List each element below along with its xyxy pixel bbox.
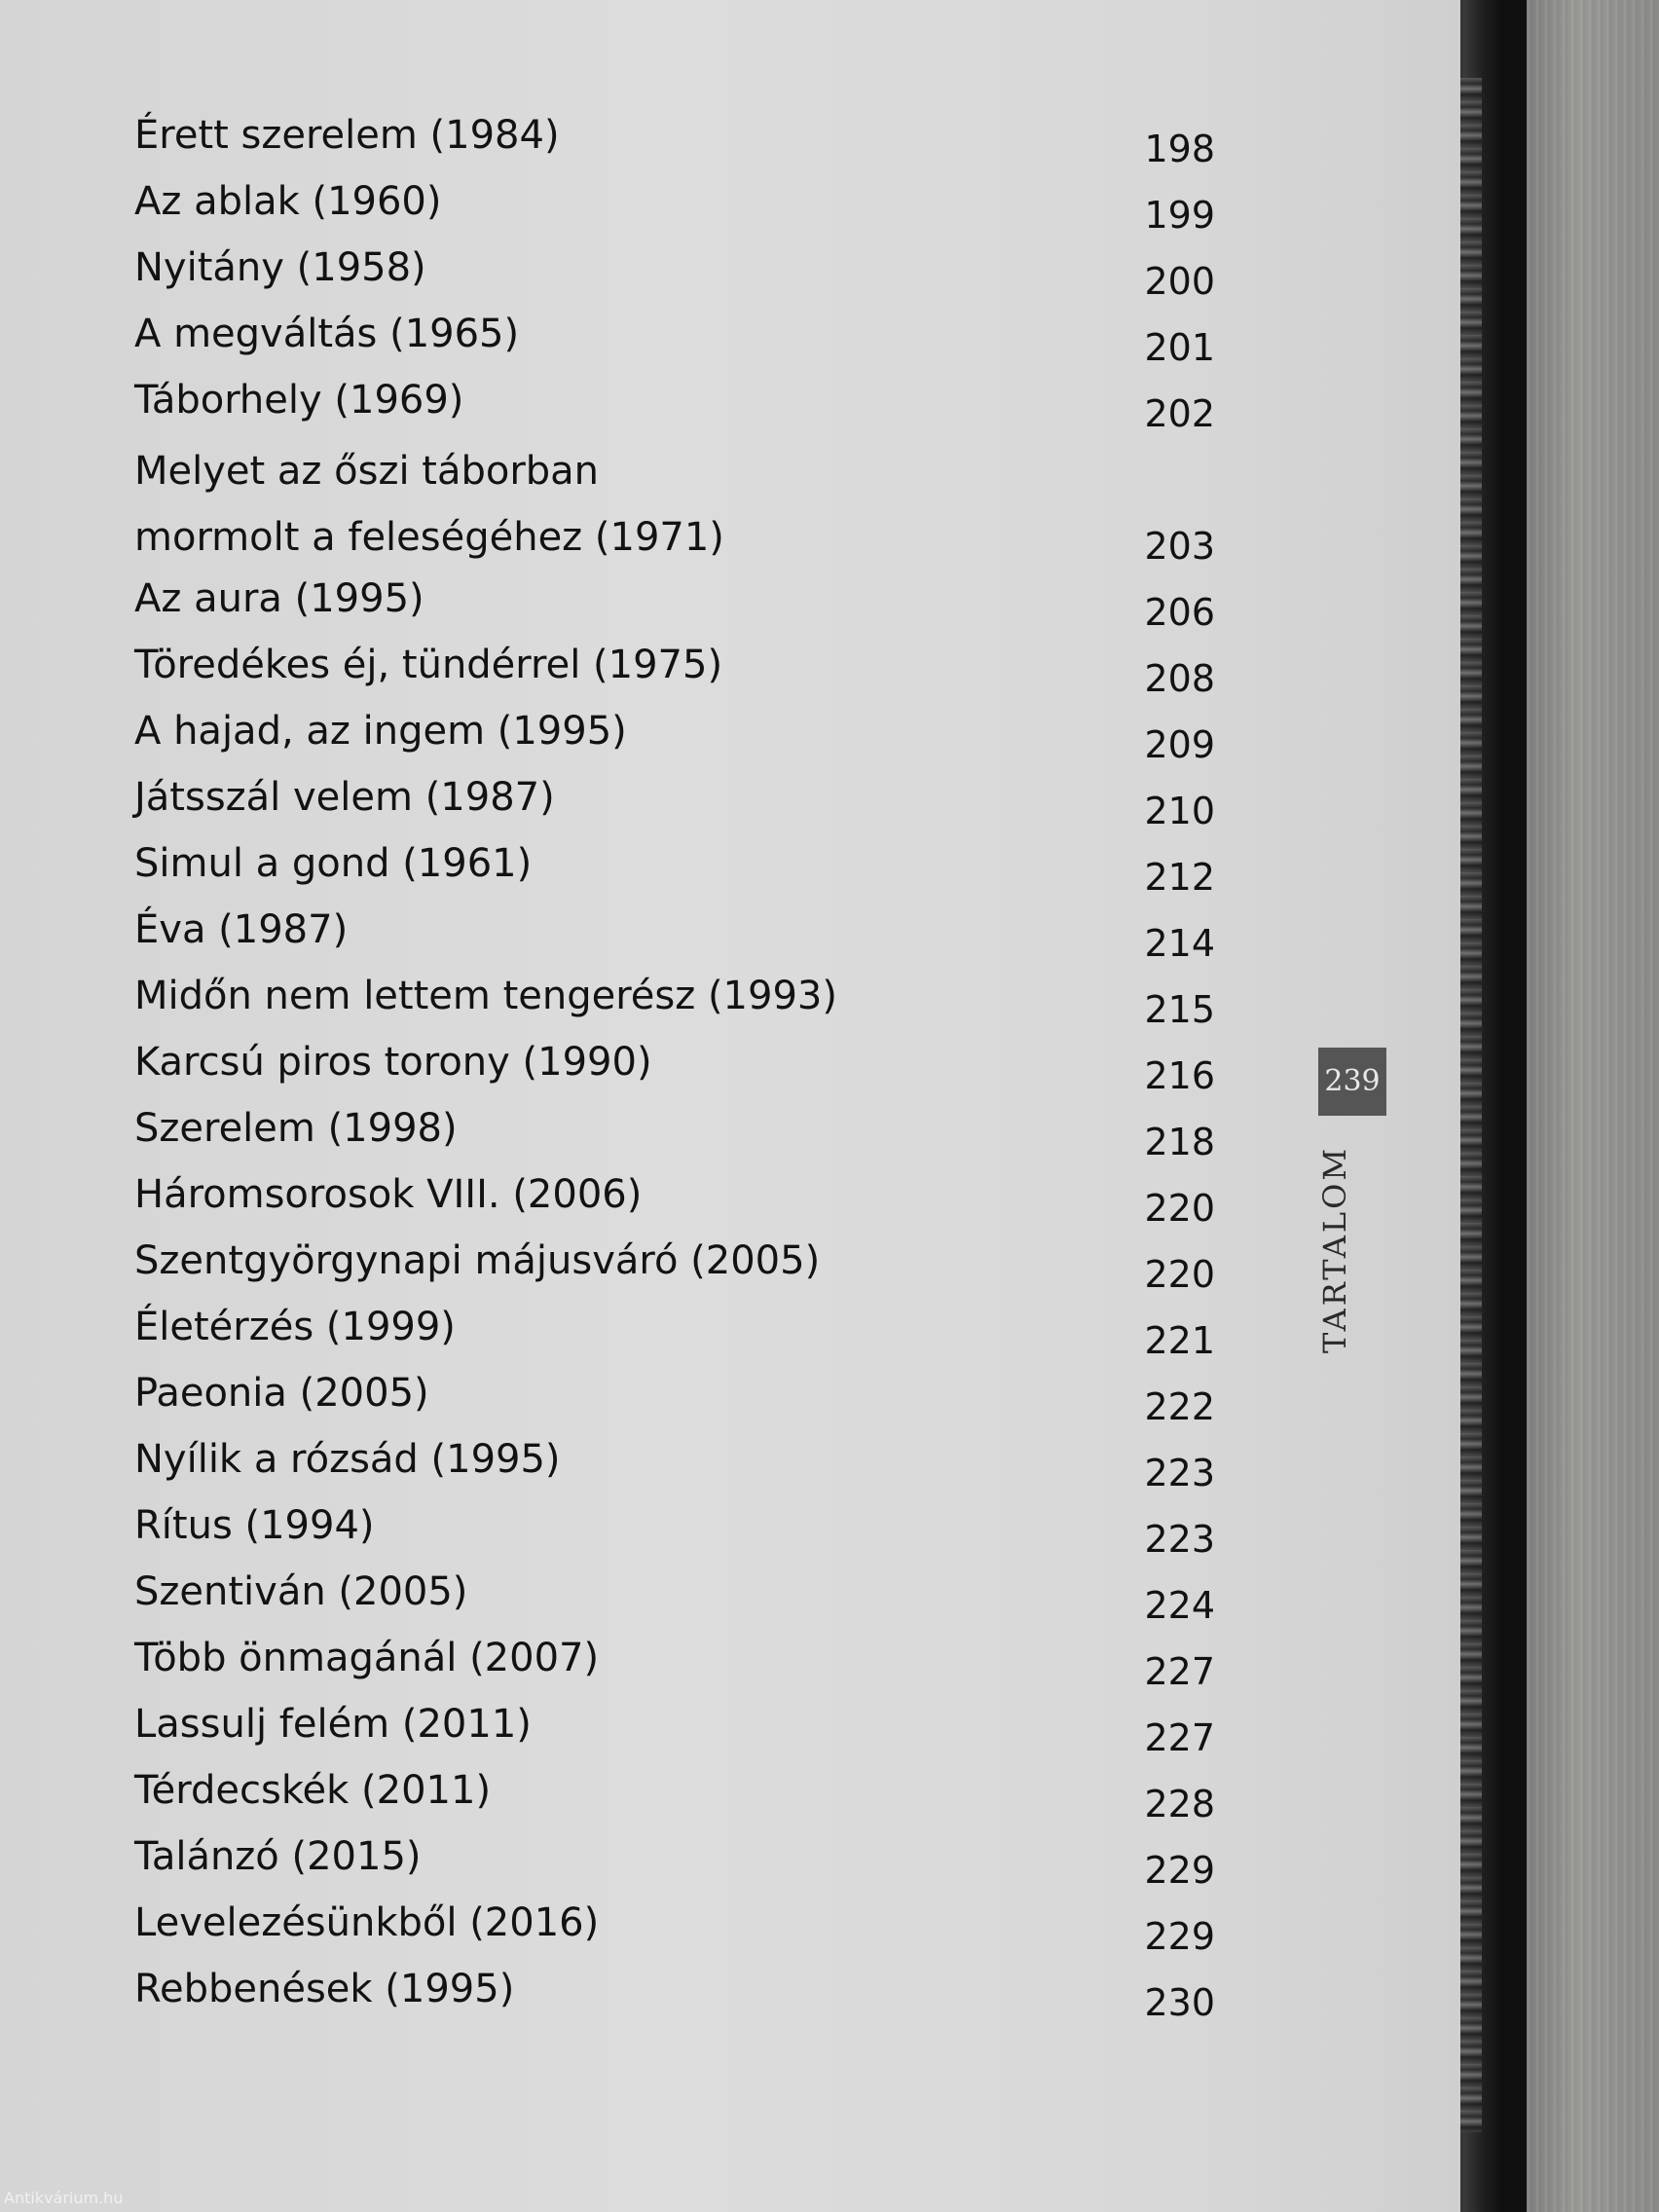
toc-entry-title: Nyílik a rózsád (1995)	[134, 1437, 561, 1482]
toc-entry-page: 222	[1144, 1385, 1215, 1428]
toc-entry-title: Talánzó (2015)	[134, 1834, 422, 1879]
toc-entry-page: 224	[1144, 1584, 1215, 1627]
toc-entry-title: Életérzés (1999)	[134, 1305, 456, 1349]
toc-entry-page: 229	[1144, 1915, 1215, 1958]
toc-entry-page: 200	[1144, 260, 1215, 303]
toc-entry-title: Térdecskék (2011)	[134, 1768, 492, 1813]
table-of-contents	[134, 107, 1215, 2027]
toc-entry	[134, 1895, 1215, 1961]
toc-entry-page: 230	[1144, 1981, 1215, 2024]
toc-entry-title: Midőn nem lettem tengerész (1993)	[134, 974, 837, 1018]
toc-entry-title-line: mormolt a feleségéhez (1971)	[134, 515, 724, 560]
toc-entry-title: Rebbenések (1995)	[134, 1967, 515, 2011]
toc-entry-title: Több önmagánál (2007)	[134, 1636, 600, 1680]
toc-entry	[134, 1431, 1215, 1497]
toc-entry-page: 198	[1144, 128, 1215, 170]
toc-entry	[134, 1299, 1215, 1365]
toc-entry	[134, 173, 1215, 240]
toc-entry	[134, 1166, 1215, 1233]
toc-entry	[134, 1564, 1215, 1630]
toc-entry	[134, 1961, 1215, 2027]
toc-entry-title: Éva (1987)	[134, 907, 349, 952]
toc-entry-title	[134, 438, 724, 571]
toc-entry	[134, 1034, 1215, 1100]
toc-entry-title: Karcsú piros torony (1990)	[134, 1040, 652, 1085]
toc-entry-page: 199	[1144, 194, 1215, 237]
toc-entry-page: 212	[1144, 856, 1215, 899]
toc-entry-title: Érett szerelem (1984)	[134, 113, 560, 158]
toc-entry	[134, 1100, 1215, 1166]
toc-entry	[134, 306, 1215, 372]
section-label: TARTALOM	[1316, 1145, 1353, 1353]
toc-entry-page: 223	[1144, 1518, 1215, 1561]
toc-entry	[134, 1630, 1215, 1696]
toc-entry-page: 201	[1144, 326, 1215, 369]
toc-entry-title: Az aura (1995)	[134, 576, 424, 621]
toc-entry	[134, 902, 1215, 968]
toc-entry-title: Szentiván (2005)	[134, 1569, 468, 1614]
table-background	[1519, 0, 1659, 2212]
toc-entry	[134, 107, 1215, 173]
toc-entry	[134, 1762, 1215, 1828]
toc-entry-page: 223	[1144, 1452, 1215, 1494]
toc-entry-title: A megváltás (1965)	[134, 312, 520, 356]
toc-entry	[134, 438, 1215, 571]
toc-entry-title: Lassulj felém (2011)	[134, 1702, 532, 1747]
cover-texture	[1458, 78, 1482, 2132]
toc-entry-page: 220	[1144, 1187, 1215, 1230]
toc-entry-title: Szerelem (1998)	[134, 1106, 458, 1151]
toc-entry	[134, 1696, 1215, 1762]
toc-entry-page: 210	[1144, 790, 1215, 832]
toc-entry-title: Szentgyörgynapi májusváró (2005)	[134, 1238, 821, 1283]
page-number-badge: 239	[1318, 1048, 1386, 1116]
toc-entry-title: A hajad, az ingem (1995)	[134, 709, 627, 754]
toc-entry-title-line: Melyet az őszi táborban	[134, 449, 600, 494]
toc-entry	[134, 637, 1215, 703]
toc-entry-page: 209	[1144, 723, 1215, 766]
toc-entry-title: Háromsorosok VIII. (2006)	[134, 1172, 643, 1217]
toc-entry-page: 220	[1144, 1253, 1215, 1296]
toc-entry-title: Játsszál velem (1987)	[134, 775, 555, 820]
toc-entry-page: 208	[1144, 657, 1215, 700]
toc-entry-title: Töredékes éj, tündérrel (1975)	[134, 643, 723, 687]
watermark: Antikvárium.hu	[4, 2189, 124, 2207]
toc-entry	[134, 1233, 1215, 1299]
toc-entry-page: 202	[1144, 392, 1215, 435]
toc-entry	[134, 968, 1215, 1034]
toc-entry-title: Az ablak (1960)	[134, 179, 442, 224]
toc-entry-page: 221	[1144, 1319, 1215, 1362]
toc-entry	[134, 1828, 1215, 1895]
toc-entry-page: 227	[1144, 1716, 1215, 1759]
toc-entry	[134, 1365, 1215, 1431]
toc-entry-page: 227	[1144, 1650, 1215, 1693]
toc-entry-title: Paeonia (2005)	[134, 1371, 429, 1416]
toc-entry	[134, 769, 1215, 835]
toc-entry-title: Rítus (1994)	[134, 1503, 375, 1548]
toc-entry-page: 203	[1144, 525, 1215, 568]
toc-entry-title: Levelezésünkből (2016)	[134, 1900, 600, 1945]
toc-entry	[134, 240, 1215, 306]
toc-entry	[134, 703, 1215, 769]
toc-entry-title: Táborhely (1969)	[134, 378, 464, 423]
toc-entry	[134, 571, 1215, 637]
toc-entry-page: 216	[1144, 1054, 1215, 1097]
toc-entry-page: 218	[1144, 1121, 1215, 1163]
toc-entry	[134, 1497, 1215, 1564]
toc-entry-page: 229	[1144, 1849, 1215, 1892]
toc-entry-page: 206	[1144, 591, 1215, 634]
toc-entry	[134, 835, 1215, 902]
toc-entry-page: 215	[1144, 988, 1215, 1031]
toc-entry-page: 228	[1144, 1783, 1215, 1825]
toc-entry-page: 214	[1144, 922, 1215, 965]
toc-entry-title: Simul a gond (1961)	[134, 841, 533, 886]
toc-entry-title: Nyitány (1958)	[134, 245, 426, 290]
toc-entry	[134, 372, 1215, 438]
